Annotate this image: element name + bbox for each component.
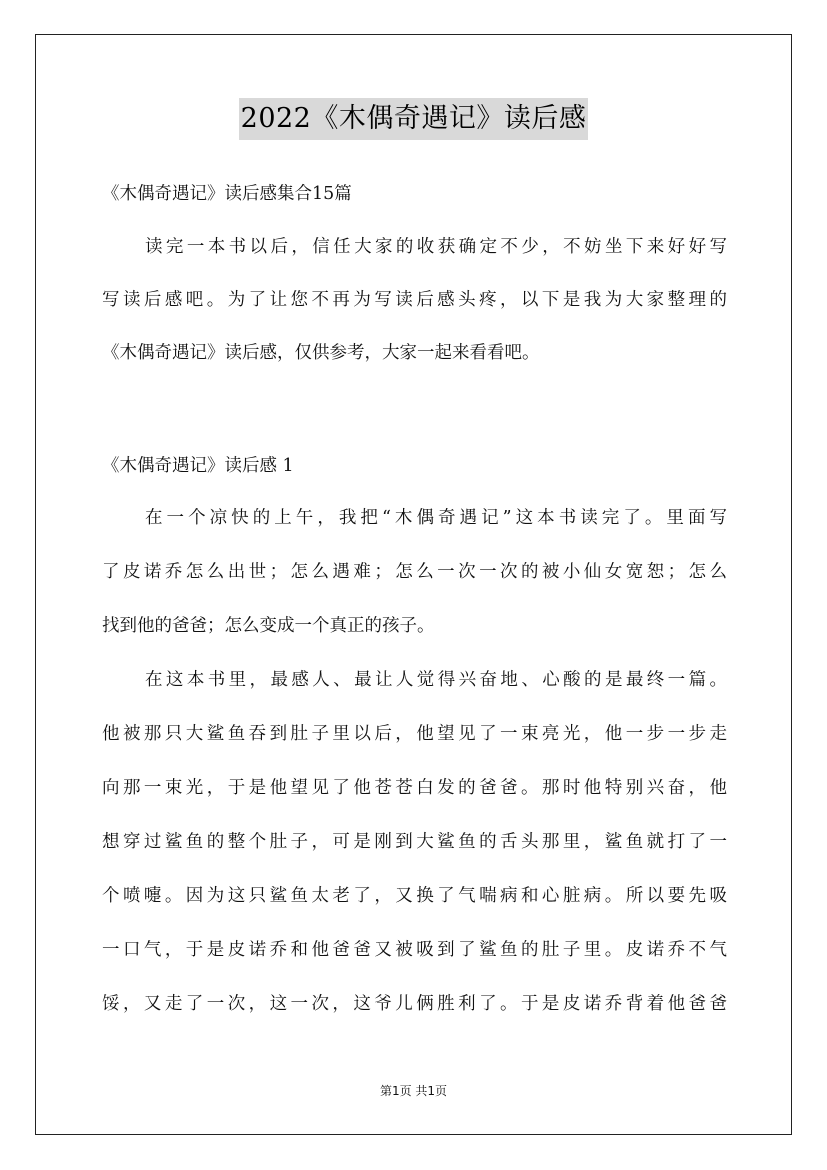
para2-line-3: 向那一束光，于是他望见了他苍苍白发的爸爸。那时他特别兴奋，他 xyxy=(102,778,727,798)
para2-line-4: 想穿过鲨鱼的整个肚子，可是刚到大鲨鱼的舌头那里，鲨鱼就打了一 xyxy=(102,832,727,852)
para2-line-5: 个喷嚏。因为这只鲨鱼太老了，又换了气喘病和心脏病。所以要先吸 xyxy=(102,886,727,906)
para2-line-7: 馁，又走了一次，这一次，这爷儿俩胜利了。于是皮诺乔背着他爸爸 xyxy=(102,994,727,1014)
para2-line-1: 在这本书里，最感人、最让人觉得兴奋地、心酸的是最终一篇。 xyxy=(145,670,727,690)
document-title: 2022《木偶奇遇记》读后感 xyxy=(239,98,589,140)
page-number: 第1页 共1页 xyxy=(379,1084,448,1098)
para1-line-3: 找到他的爸爸；怎么变成一个真正的孩子。 xyxy=(102,616,435,636)
para2-line-6: 一口气，于是皮诺乔和他爸爸又被吸到了鲨鱼的肚子里。皮诺乔不气 xyxy=(102,940,727,960)
para2-line-2: 他被那只大鲨鱼吞到肚子里以后，他望见了一束亮光，他一步一步走 xyxy=(102,724,727,744)
section-heading: 《木偶奇遇记》读后感 1 xyxy=(102,456,294,476)
title-container xyxy=(0,98,827,140)
document-subtitle: 《木偶奇遇记》读后感集合15篇 xyxy=(102,184,352,204)
intro-line-3: 《木偶奇遇记》读后感，仅供参考，大家一起来看看吧。 xyxy=(102,343,540,363)
intro-line-2: 写读后感吧。为了让您不再为写读后感头疼，以下是我为大家整理的 xyxy=(102,290,727,310)
para1-line-2: 了皮诺乔怎么出世；怎么遇难；怎么一次一次的被小仙女宽恕；怎么 xyxy=(102,562,727,582)
intro-line-1: 读完一本书以后，信任大家的收获确定不少，不妨坐下来好好写 xyxy=(145,237,727,257)
para1-line-1: 在一个凉快的上午，我把“木偶奇遇记”这本书读完了。里面写 xyxy=(145,508,727,528)
